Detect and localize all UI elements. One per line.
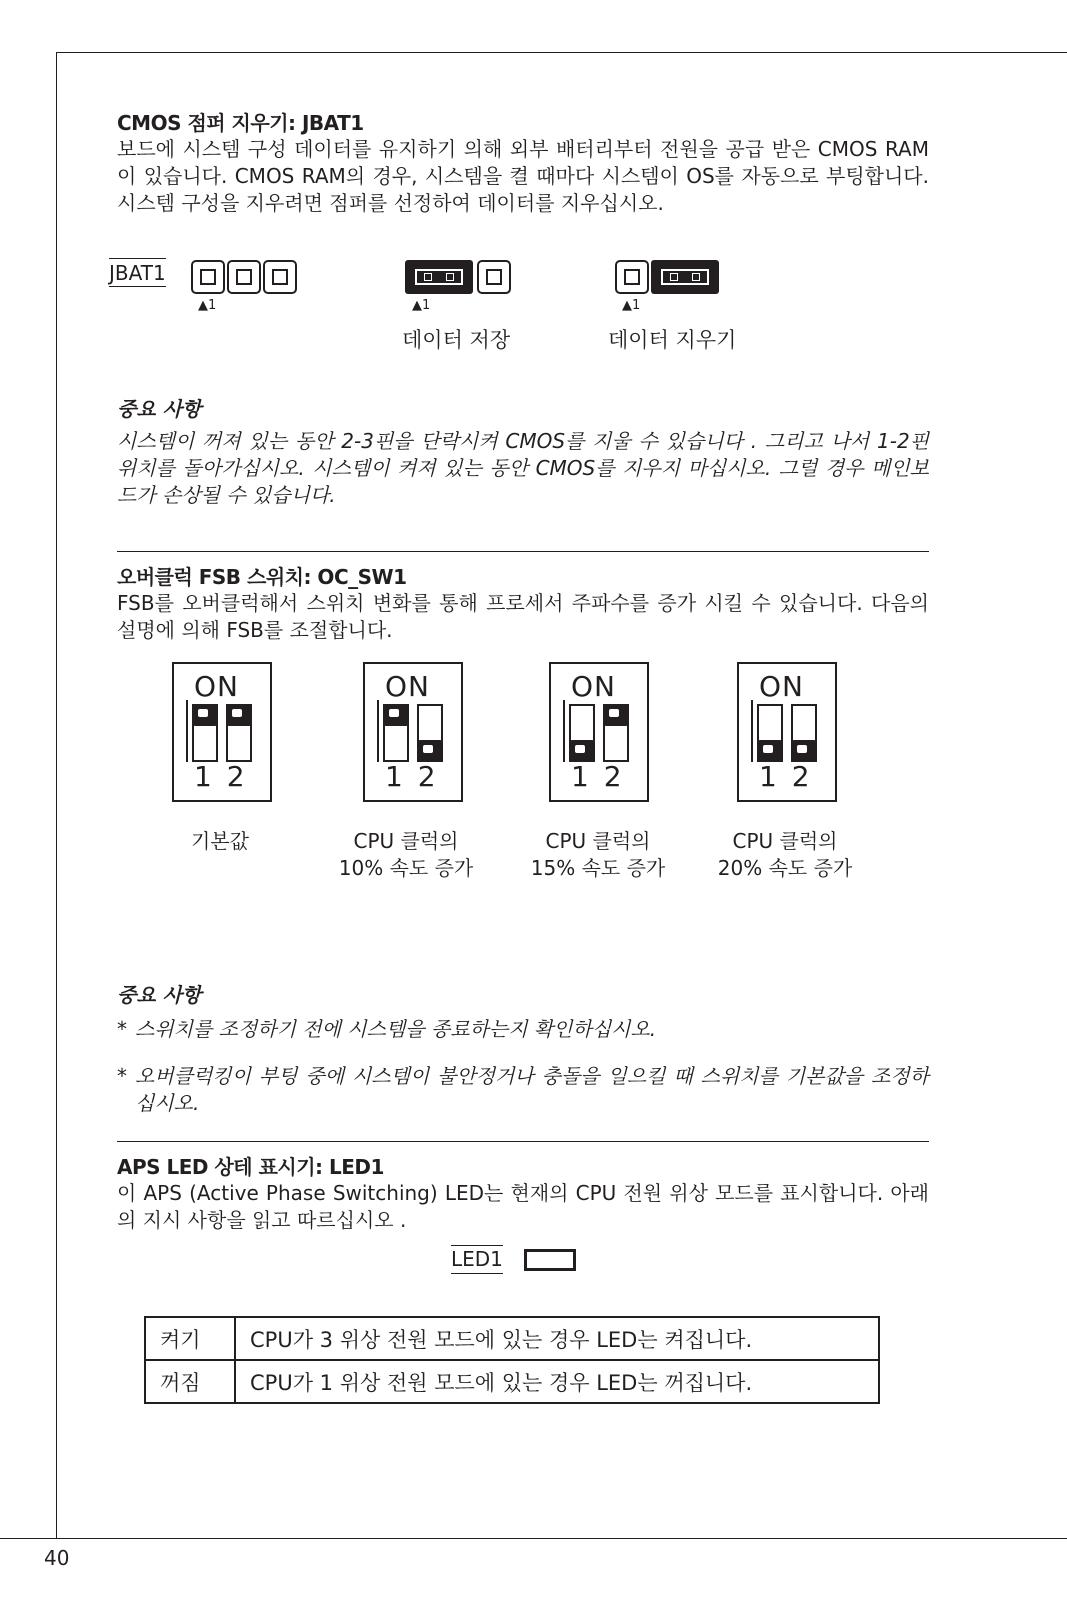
dip-caption-line: 20% 속도 증가 [717, 856, 853, 880]
jumper-cap [651, 260, 719, 294]
dip-caption-10-percent [326, 828, 486, 882]
dip-switch-1 [383, 704, 409, 762]
aps-section [117, 1154, 929, 1234]
dip-on-label: ON [194, 670, 239, 703]
dip-numbers: 1 2 [385, 760, 436, 793]
note-2-item-text: 오버클럭킹이 부팅 중에 시스템이 불안정거나 충돌을 일으킬 때 스위치를 기본값을 조정하십시오. [135, 1064, 929, 1115]
dip-caption-line: 15% 속도 증가 [530, 856, 666, 880]
dip-caption-20-percent [705, 828, 865, 882]
note-2-title: 중요 사항 [117, 983, 202, 1007]
dip-numbers: 1 2 [194, 760, 245, 793]
dip-switch-15-percent [549, 662, 649, 802]
dip-caption-15-percent [518, 828, 678, 882]
jumper-pin [263, 260, 297, 294]
note-1 [117, 396, 929, 509]
dip-on-label: ON [759, 670, 804, 703]
bullet: * [117, 1017, 127, 1041]
led1-indicator [524, 1249, 576, 1271]
note-1-title: 중요 사항 [117, 397, 202, 421]
note-1-text: 시스템이 꺼져 있는 동안 2-3핀을 단락시켜 CMOS를 지울 수 있습니다 . 그리고 나서 1-2핀 위치를 돌아가십시오. 시스템이 켜져 있는 동안 CMOS를 지우지 마십시오. 그럴 경우 메인보드가 손상될 수 있습니다. [117, 429, 929, 507]
note-2-item [117, 1063, 929, 1117]
dip-switch-10-percent [363, 662, 463, 802]
jbat-section [117, 110, 929, 217]
led-state-cell: 켜기 [145, 1317, 235, 1360]
dip-caption-default [160, 828, 280, 855]
jbat-label: JBAT1 [109, 258, 166, 287]
dip-numbers: 1 2 [759, 760, 810, 793]
ocsw-section [117, 564, 929, 644]
led-status-table [144, 1316, 880, 1404]
jumper-diagram-open [191, 260, 299, 294]
dip-switch-2 [417, 704, 443, 762]
aps-heading: APS LED 상테 표시기: LED1 [117, 1155, 384, 1179]
table-row [145, 1317, 879, 1360]
jumper-cap [405, 260, 473, 294]
page-frame-left-rule [56, 52, 57, 1538]
dip-numbers: 1 2 [571, 760, 622, 793]
jumper-pin [615, 260, 649, 294]
ocsw-heading: 오버클럭 FSB 스위치: OC_SW1 [117, 565, 407, 589]
table-row [145, 1360, 879, 1403]
jbat-description: 보드에 시스템 구성 데이터를 유지하기 의해 외부 배터리부터 전원을 공급 받은 CMOS RAM이 있습니다. CMOS RAM의 경우, 시스템을 켤 때마다 시스템이 OS를 자동으로 부팅합니다. 시스템 구성을 지우려면 점퍼를 선정하여 데이터를 지우십시오. [117, 137, 929, 215]
section-divider [117, 551, 929, 552]
bullet: * [117, 1064, 127, 1088]
jumper-pin [477, 260, 511, 294]
dip-switch-2 [226, 704, 252, 762]
pin1-marker: ▲1 [412, 298, 431, 313]
led-desc-cell: CPU가 1 위상 전원 모드에 있는 경우 LED는 꺼집니다. [235, 1360, 879, 1403]
dip-caption-line: 10% 속도 증가 [338, 856, 474, 880]
note-2-item-text: 스위치를 조정하기 전에 시스템을 종료하는지 확인하십시오. [135, 1017, 657, 1041]
dip-switch-2 [603, 704, 629, 762]
section-divider [117, 1141, 929, 1142]
dip-on-label: ON [385, 670, 430, 703]
jumper-diagram-keep [405, 260, 513, 294]
jumper-pin [227, 260, 261, 294]
led-state-cell: 꺼짐 [145, 1360, 235, 1403]
dip-switch-default [172, 662, 272, 802]
jumper-diagram-clear [615, 260, 719, 294]
dip-switch-2 [791, 704, 817, 762]
jbat-heading: CMOS 점퍼 지우기: JBAT1 [117, 111, 364, 135]
page-frame-top-rule [56, 52, 1067, 53]
pin1-marker: ▲1 [622, 298, 641, 313]
dip-switch-1 [569, 704, 595, 762]
dip-caption-line: CPU 클럭의 [545, 829, 651, 853]
dip-switch-20-percent [737, 662, 837, 802]
pin1-marker: ▲1 [198, 298, 217, 313]
clear-data-caption: 데이터 지우기 [608, 328, 737, 352]
page-frame-bottom-rule [0, 1538, 1067, 1539]
ocsw-description: FSB를 오버클럭해서 스위치 변화를 통해 프로세서 주파수를 증가 시킬 수 있습니다. 다음의 설명에 의해 FSB를 조절합니다. [117, 591, 929, 642]
dip-caption-line: CPU 클럭의 [732, 829, 838, 853]
led-desc-cell: CPU가 3 위상 전원 모드에 있는 경우 LED는 켜집니다. [235, 1317, 879, 1360]
keep-data-caption: 데이터 저장 [402, 328, 511, 352]
dip-switch-1 [192, 704, 218, 762]
dip-switch-1 [757, 704, 783, 762]
page-number: 40 [44, 1546, 70, 1570]
note-2 [117, 982, 929, 1117]
dip-caption-line: 기본값 [191, 829, 249, 853]
note-2-item [117, 1016, 929, 1043]
aps-description: 이 APS (Active Phase Switching) LED는 현재의 CPU 전원 위상 모드를 표시합니다. 아래의 지시 사항을 읽고 따르십시오 . [117, 1181, 929, 1232]
dip-caption-line: CPU 클럭의 [353, 829, 459, 853]
jumper-pin [191, 260, 225, 294]
dip-on-label: ON [571, 670, 616, 703]
led1-label: LED1 [451, 1245, 503, 1274]
